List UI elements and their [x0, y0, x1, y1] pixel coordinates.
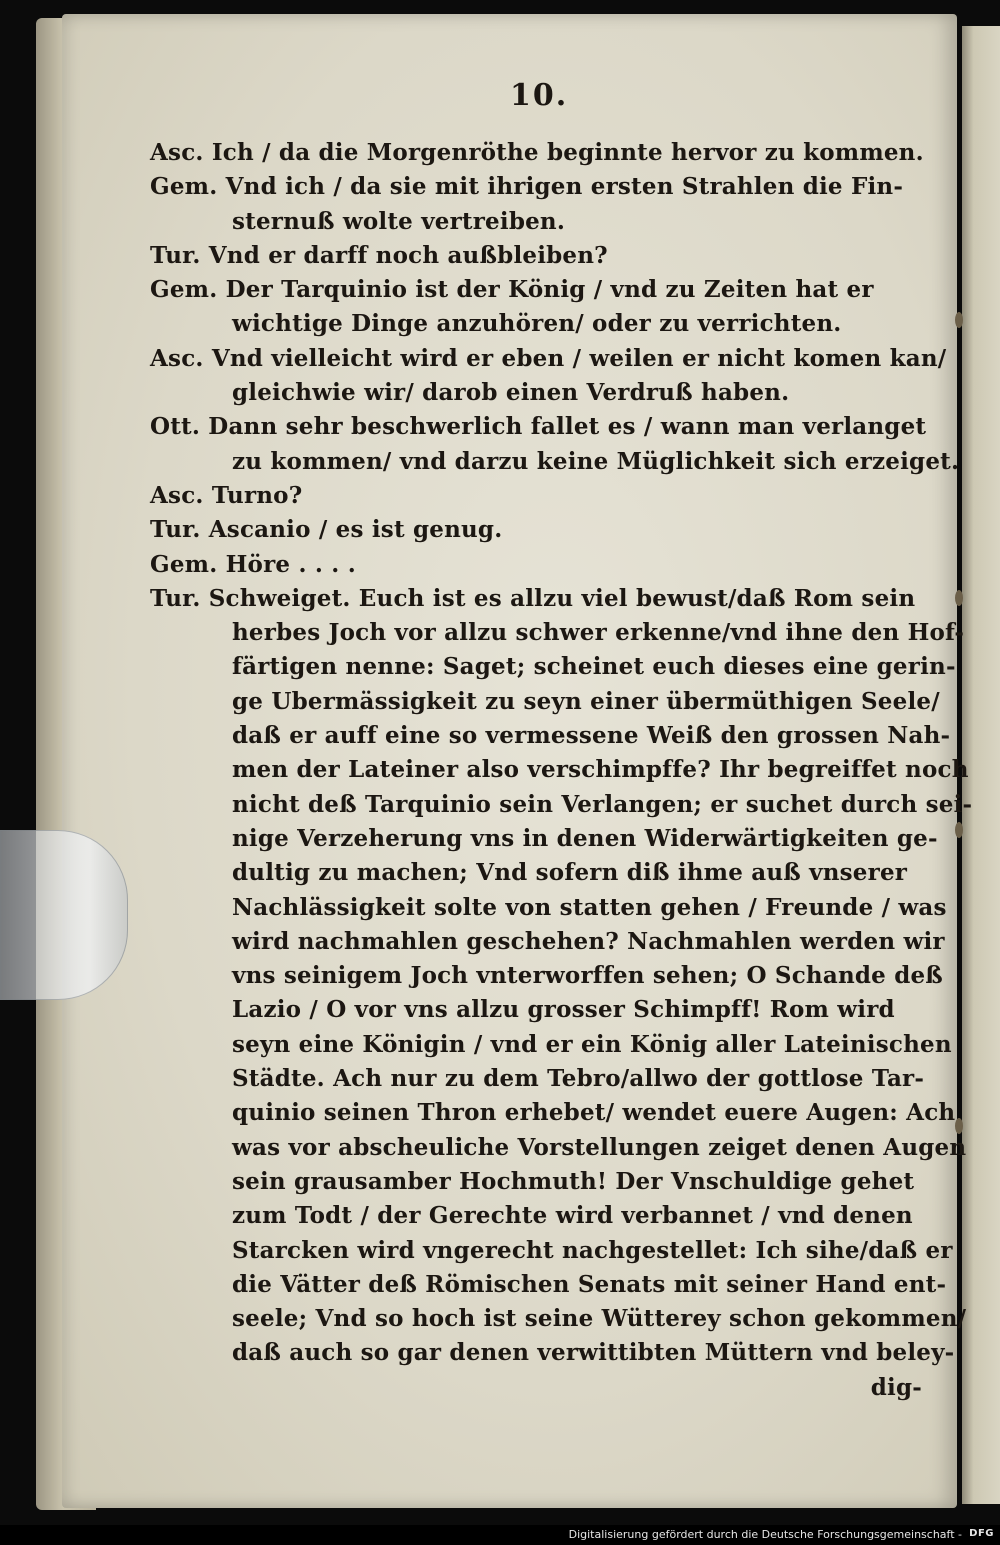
- text-line: daß er auff eine so vermessene Weiß den grossen Nah-: [232, 722, 951, 750]
- catchword: dig-: [870, 1373, 922, 1401]
- text-line: Gem. Höre . . . .: [150, 550, 356, 578]
- text-line: gleichwie wir/ darob einen Verdruß haben.: [232, 379, 790, 407]
- text-line: zu kommen/ vnd darzu keine Müglichkeit sich erzeiget.: [232, 447, 960, 475]
- text-line: Tur. Schweiget. Euch ist es allzu viel bewust/daß Rom sein: [150, 584, 916, 612]
- text-line: Nachlässigkeit solte von statten gehen / Freunde / was: [232, 893, 947, 921]
- text-line: Tur. Ascanio / es ist genug.: [150, 516, 503, 544]
- text-line: nicht deß Tarquinio sein Verlangen; er suchet durch sei-: [232, 790, 973, 818]
- text-line: daß auch so gar denen verwittibten Müttern vnd beley-: [232, 1339, 955, 1367]
- text-line: vns seinigem Joch vnterworffen sehen; O Schande deß: [232, 962, 943, 990]
- text-line: zum Todt / der Gerechte wird verbannet / vnd denen: [232, 1202, 913, 1230]
- text-line: herbes Joch vor allzu schwer erkenne/vnd ihne den Hof-: [232, 619, 965, 647]
- text-line: quinio seinen Thron erhebet/ wendet euere Augen: Ach: [232, 1099, 956, 1127]
- text-line: seyn eine Königin / vnd er ein König aller Lateinischen: [232, 1030, 952, 1058]
- text-line: was vor abscheuliche Vorstellungen zeiget denen Augen: [232, 1133, 967, 1161]
- text-line: Asc. Vnd vielleicht wird er eben / weilen er nicht komen kan/: [150, 344, 947, 372]
- dfg-logo: DFG: [969, 1528, 994, 1539]
- binding-stitch: [955, 822, 963, 838]
- text-line: die Vätter deß Römischen Senats mit seiner Hand ent-: [232, 1270, 947, 1298]
- text-line: dultig zu machen; Vnd sofern diß ihme auß vnserer: [232, 859, 908, 887]
- text-line: wichtige Dinge anzuhören/ oder zu verrichten.: [232, 310, 842, 338]
- page-holder-clip: [0, 830, 128, 1000]
- text-line: Tur. Vnd er darff noch außbleiben?: [150, 241, 608, 269]
- text-line: nige Verzeherung vns in denen Widerwärtigkeiten ge-: [232, 824, 938, 852]
- text-line: Gem. Der Tarquinio ist der König / vnd zu Zeiten hat er: [150, 276, 874, 304]
- text-line: Gem. Vnd ich / da sie mit ihrigen ersten Strahlen die Fin-: [150, 173, 904, 201]
- page-number: 10.: [510, 78, 569, 113]
- text-line: ge Ubermässigkeit zu seyn einer übermüthigen Seele/: [232, 687, 940, 715]
- text-line: Asc. Turno?: [150, 481, 303, 509]
- text-line: sein grausamber Hochmuth! Der Vnschuldige gehet: [232, 1167, 915, 1195]
- text-line: men der Lateiner also verschimpffe? Ihr begreiffet noch: [232, 756, 969, 784]
- text-line: Starcken wird vngerecht nachgestellet: Ich sihe/daß er: [232, 1236, 953, 1264]
- text-line: Asc. Ich / da die Morgenröthe beginnte hervor zu kommen.: [150, 139, 924, 166]
- text-line: seele; Vnd so hoch ist seine Wütterey schon gekommen/: [232, 1305, 967, 1333]
- binding-stitch: [955, 312, 963, 328]
- text-line: Ott. Dann sehr beschwerlich fallet es / wann man verlanget: [150, 413, 927, 441]
- funding-credit: Digitalisierung gefördert durch die Deutsche Forschungsgemeinschaft -: [568, 1528, 962, 1541]
- footer-bar: [0, 1525, 1000, 1545]
- binding-stitch: [955, 590, 963, 606]
- text-line: färtigen nenne: Saget; scheinet euch dieses eine gerin-: [232, 653, 956, 681]
- text-line: sternuß wolte vertreiben.: [232, 207, 566, 235]
- text-line: Städte. Ach nur zu dem Tebro/allwo der gottlose Tar-: [232, 1065, 925, 1093]
- text-line: wird nachmahlen geschehen? Nachmahlen werden wir: [232, 927, 945, 955]
- text-block: [150, 136, 973, 1405]
- text-line: Lazio / O vor vns allzu grosser Schimpff! Rom wird: [232, 996, 895, 1024]
